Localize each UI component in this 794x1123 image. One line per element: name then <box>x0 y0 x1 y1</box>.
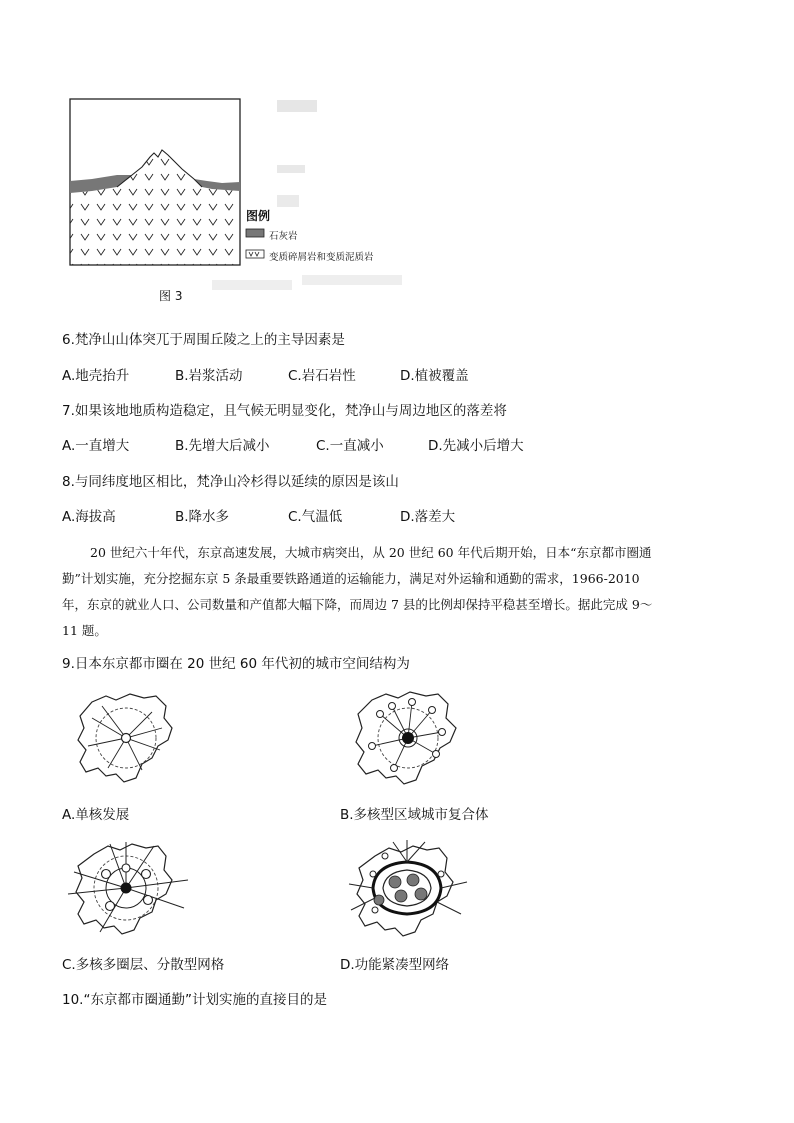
legend-item-metamorphic: 变质碎屑岩和变质泥质岩 <box>269 252 374 263</box>
question-9-option-a: A.单核发展 <box>62 807 130 823</box>
question-6-option-d: D.植被覆盖 <box>400 368 469 384</box>
map-b-multi-core <box>350 688 465 788</box>
question-8-stem: 8.与同纬度地区相比，梵净山冷杉得以延续的原因是该山 <box>62 474 399 490</box>
question-6-option-b: B.岩浆活动 <box>175 368 243 384</box>
map-a-single-core <box>72 688 182 788</box>
map-d-compact-network <box>345 838 470 938</box>
question-6-option-a: A.地壳抬升 <box>62 368 130 384</box>
question-8-option-a: A.海拔高 <box>62 509 116 525</box>
question-8-option-d: D.落差大 <box>400 509 456 525</box>
legend-title: 图例 <box>246 209 271 223</box>
question-6-stem: 6.梵净山山体突兀于周围丘陵之上的主导因素是 <box>62 332 345 348</box>
question-9-option-d: D.功能紧凑型网络 <box>340 957 450 973</box>
map-c-multi-ring <box>66 838 191 938</box>
passage-line-4: 11 题。 <box>62 623 107 638</box>
question-6-option-c: C.岩石岩性 <box>288 368 356 384</box>
question-7-option-b: B.先增大后减小 <box>175 438 270 454</box>
question-7-option-c: C.一直减小 <box>316 438 384 454</box>
question-7-option-d: D.先减小后增大 <box>428 438 524 454</box>
question-8-option-c: C.气温低 <box>288 509 343 525</box>
question-7-option-a: A.一直增大 <box>62 438 130 454</box>
passage-line-1: 20 世纪六十年代，东京高速发展，大城市病突出，从 20 世纪 60 年代后期开始，日本“东京都市圈通 <box>90 545 652 560</box>
question-10-stem: 10.“东京都市圈通勤”计划实施的直接目的是 <box>62 992 327 1008</box>
passage-line-2: 勤”计划实施，充分挖掘东京 5 条最重要铁路通道的运输能力，满足对外运输和通勤的需求，1966-2010 <box>62 571 640 586</box>
question-9-option-c: C.多核多圈层、分散型网格 <box>62 957 225 973</box>
legend-item-limestone: 石灰岩 <box>269 231 298 242</box>
figure-caption: 图 3 <box>159 289 183 303</box>
question-8-option-b: B.降水多 <box>175 509 230 525</box>
question-7-stem: 7.如果该地地质构造稳定，且气候无明显变化，梵净山与周边地区的落差将 <box>62 403 507 419</box>
question-9-stem: 9.日本东京都市圈在 20 世纪 60 年代初的城市空间结构为 <box>62 656 410 672</box>
passage <box>62 540 742 644</box>
question-9-option-b: B.多核型区域城市复合体 <box>340 807 489 823</box>
passage-line-3: 年，东京的就业人口、公司数量和产值都大幅下降，而周边 7 县的比例却保持平稳甚至增长。据此完成 9～ <box>62 597 653 612</box>
figure-3 <box>62 95 402 310</box>
cross-section-diagram <box>62 95 402 310</box>
